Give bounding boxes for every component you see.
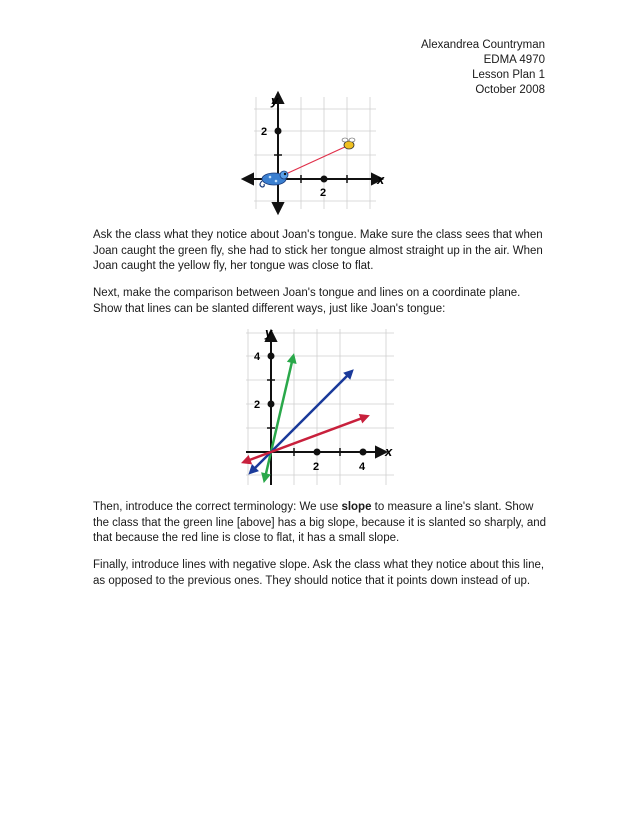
- document-date: October 2008: [475, 84, 545, 96]
- x-tick-label: 2: [320, 187, 327, 199]
- red-line: [241, 414, 370, 464]
- terminology-text-start: Then, introduce the correct terminology: We use: [93, 501, 342, 513]
- paragraph-terminology: [93, 500, 548, 547]
- y-tick-label-2: 2: [254, 399, 261, 411]
- green-line: [261, 353, 296, 483]
- y-axis-label: y: [271, 93, 279, 108]
- paragraph-comparison: Next, make the comparison between Joan's tongue and lines on a coordinate plane. Show that lines can be slanted different ways, just like Joan's tongue:: [93, 287, 521, 315]
- course-code: EDMA 4970: [483, 54, 545, 66]
- chameleon-graph: [240, 93, 390, 213]
- x-tick-label-2: 2: [313, 461, 320, 473]
- x-tick-label-4: 4: [359, 461, 366, 473]
- lesson-plan-label: Lesson Plan 1: [472, 69, 545, 81]
- chameleon-icon: [260, 171, 288, 187]
- paragraph-observation: Ask the class what they notice about Joan's tongue. Make sure the class sees that when Joan caught the green fly, she had to stick her tongue almost straight up in the air. When Joan caught the yellow fly, her tongue was close to flat.: [93, 229, 543, 272]
- tongue-line: [288, 146, 347, 173]
- green-arrow-icon: [287, 353, 297, 364]
- document-header: [421, 38, 545, 98]
- slope-term: slope: [341, 501, 372, 513]
- blue-line: [248, 369, 353, 474]
- paragraph-negative-slope: Finally, introduce lines with negative slope. Ask the class what they notice about this line, as opposed to the previous ones. They should notice that it points down instead of up.: [93, 559, 545, 587]
- x-axis-label: x: [385, 444, 393, 459]
- x-axis-label: x: [377, 172, 385, 187]
- y-axis-label: y: [265, 325, 273, 340]
- author-name: Alexandrea Countryman: [420, 39, 545, 51]
- y-tick-label-4: 4: [254, 351, 261, 363]
- green-arrow-icon: [261, 472, 271, 483]
- slope-lines-graph: [240, 325, 400, 490]
- y-tick-label: 2: [261, 126, 268, 138]
- terminology-text-end: to measure a line's slant. Show the class that the green line [above] has a big slope, because it is slanted so sharply, and that because the red line is close to flat, it has a small slope.: [93, 501, 547, 544]
